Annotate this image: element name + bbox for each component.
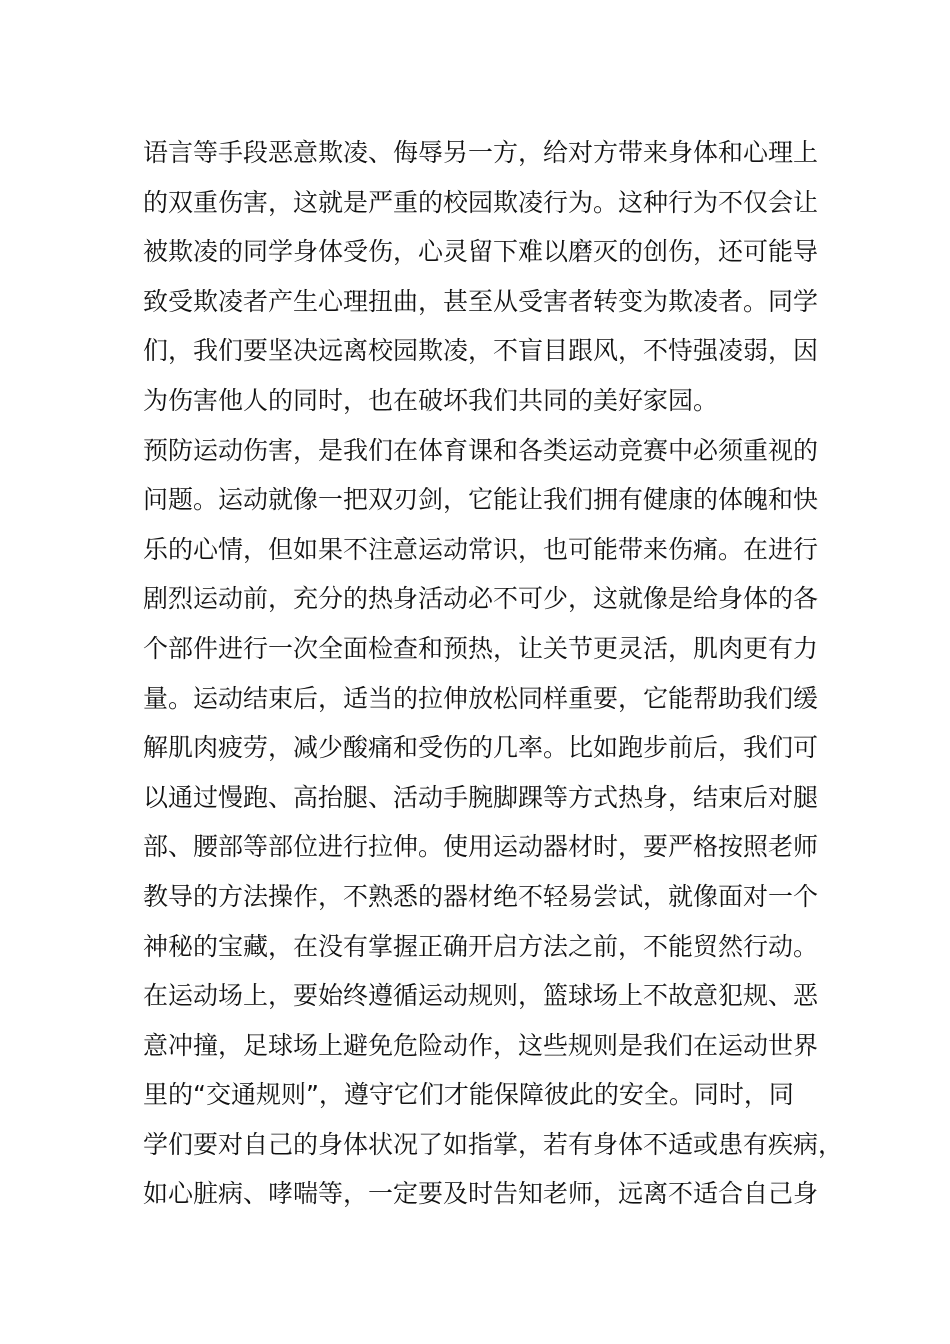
text-line-9: 乐的心情，但如果不注意运动常识，也可能带来伤痛。在进行: [143, 534, 819, 564]
text-line-13: 解肌肉疲劳，减少酸痛和受伤的几率。比如跑步前后，我们可: [143, 733, 819, 763]
text-line-8: 问题。运动就像一把双刃剑，它能让我们拥有健康的体魄和快: [143, 485, 819, 515]
text-line-3: 被欺凌的同学身体受伤，心灵留下难以磨灭的创伤，还可能导: [143, 237, 819, 267]
text-line-12: 量。运动结束后，适当的拉伸放松同样重要，它能帮助我们缓: [143, 683, 819, 713]
text-line-22: 如心脏病、哮喘等，一定要及时告知老师，远离不适合自己身: [143, 1179, 819, 1209]
text-line-14: 以通过慢跑、高抬腿、活动手腕脚踝等方式热身，结束后对腿: [143, 782, 819, 812]
text-line-15: 部、腰部等部位进行拉伸。使用运动器材时，要严格按照老师: [143, 832, 819, 862]
text-line-5: 们，我们要坚决远离校园欺凌，不盲目跟风，不恃强凌弱，因: [143, 336, 819, 366]
text-line-19: 意冲撞，足球场上避免危险动作，这些规则是我们在运动世界: [143, 1030, 819, 1060]
text-line-18: 在运动场上，要始终遵循运动规则，篮球场上不故意犯规、恶: [143, 981, 819, 1011]
text-line-11: 个部件进行一次全面检查和预热，让关节更灵活，肌肉更有力: [143, 633, 819, 663]
text-line-21: 学们要对自己的身体状况了如指掌，若有身体不适或患有疾病，: [143, 1129, 844, 1159]
body-text: [143, 128, 844, 1219]
text-line-16: 教导的方法操作，不熟悉的器材绝不轻易尝试，就像面对一个: [143, 881, 819, 911]
text-line-17: 神秘的宝藏，在没有掌握正确开启方法之前，不能贸然行动。: [143, 931, 819, 961]
text-line-6: 为伤害他人的同时，也在破坏我们共同的美好家园。: [143, 385, 719, 415]
text-line-10: 剧烈运动前，充分的热身活动必不可少，这就像是给身体的各: [143, 584, 819, 614]
text-line-20: 里的“交通规则”，遵守它们才能保障彼此的安全。同时，同: [143, 1080, 794, 1110]
text-line-2: 的双重伤害，这就是严重的校园欺凌行为。这种行为不仅会让: [143, 187, 819, 217]
text-line-7: 预防运动伤害，是我们在体育课和各类运动竞赛中必须重视的: [143, 435, 819, 465]
text-line-4: 致受欺凌者产生心理扭曲，甚至从受害者转变为欺凌者。同学: [143, 286, 819, 316]
text-line-1: 语言等手段恶意欺凌、侮辱另一方，给对方带来身体和心理上: [143, 138, 819, 167]
